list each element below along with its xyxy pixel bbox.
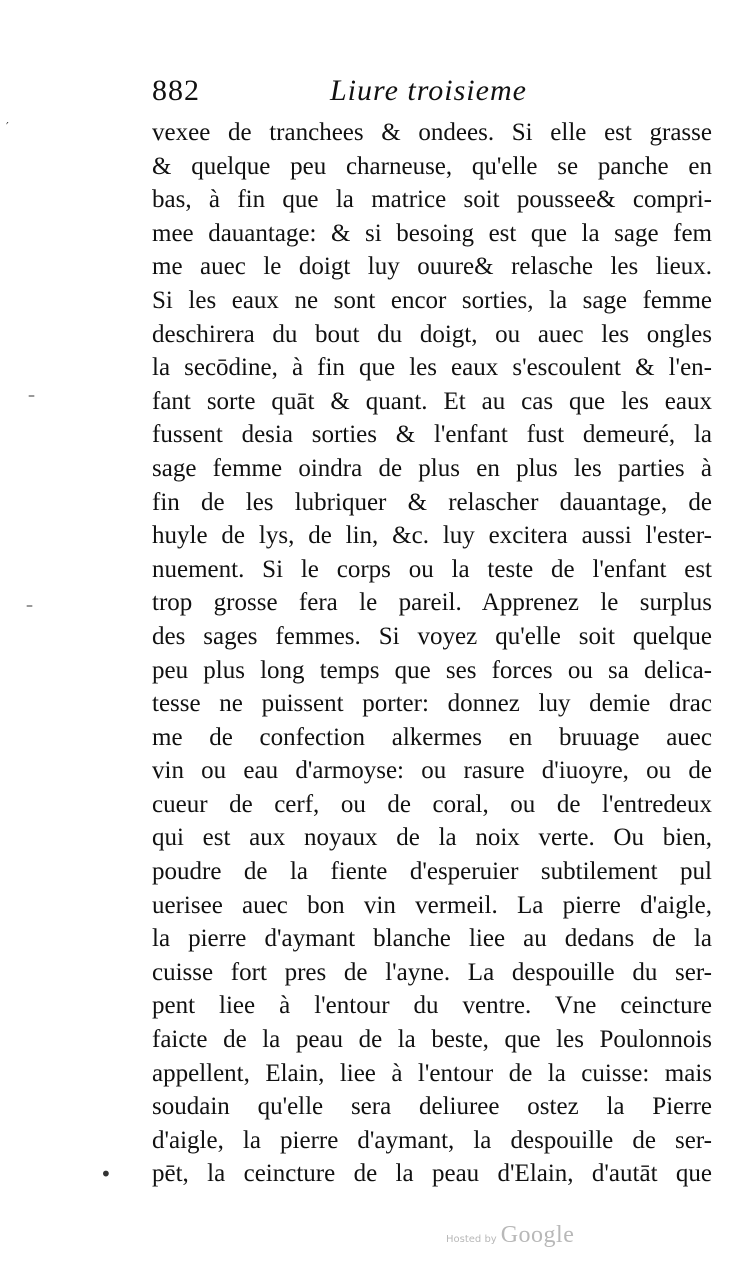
text-line: pent liee à l'entour du ventre. Vne ceincture <box>152 992 712 1020</box>
text-line: la pierre d'aymant blanche liee au dedans de la <box>152 925 712 953</box>
text-line: des sages femmes. Si voyez qu'elle soit quelque <box>152 622 712 650</box>
text-line: pēt, la ceincture de la peau d'Elain, d'autāt que <box>152 1160 712 1188</box>
margin-speck: ′ <box>6 120 9 134</box>
body-text <box>152 116 712 1191</box>
margin-dot: • <box>100 1162 112 1186</box>
text-line: vexee de tranchees & ondees. Si elle est grasse <box>152 119 712 146</box>
text-line: la secōdine, à fin que les eaux s'escoulent & l'en- <box>152 354 712 382</box>
text-line: qui est aux noyaux de la noix verte. Ou bien, <box>152 824 712 852</box>
page-number: 882 <box>152 74 200 107</box>
text-line: mee dauantage: & si besoing est que la sage fem <box>152 219 712 247</box>
text-line: sage femme oindra de plus en plus les parties à <box>152 454 712 482</box>
google-watermark <box>446 1222 574 1252</box>
text-line: poudre de la fiente d'esperuier subtilement pul <box>152 858 712 886</box>
text-line: d'aigle, la pierre d'aymant, la despouille de ser- <box>152 1126 712 1154</box>
text-line: cuisse fort pres de l'ayne. La despouille du ser- <box>152 958 712 986</box>
text-line: appellent, Elain, liee à l'entour de la cuisse: mais <box>152 1059 712 1087</box>
text-line: bas, à fin que la matrice soit poussee& compri- <box>152 186 712 214</box>
margin-speck: – <box>28 388 35 404</box>
text-line: tesse ne puissent porter: donnez luy demie drac <box>152 690 712 718</box>
text-line: vin ou eau d'armoyse: ou rasure d'iuoyre, ou de <box>152 757 712 785</box>
text-line: me auec le doigt luy ouure& relasche les lieux. <box>152 253 712 281</box>
text-line: soudain qu'elle sera deliuree ostez la Pierre <box>152 1093 712 1121</box>
text-line: me de confection alkermes en bruuage auec <box>152 723 712 751</box>
text-line: Si les eaux ne sont encor sorties, la sage femme <box>152 286 712 314</box>
margin-speck: – <box>26 598 33 614</box>
text-line: trop grosse fera le pareil. Apprenez le surplus <box>152 589 712 617</box>
text-line: faicte de la peau de la beste, que les Poulonnois <box>152 1026 712 1054</box>
text-line: fin de les lubriquer & relascher dauantage, de <box>152 488 712 516</box>
text-line: peu plus long temps que ses forces ou sa delica- <box>152 656 712 684</box>
text-line: fussent desia sorties & l'enfant fust demeuré, la <box>152 421 712 449</box>
text-line: fant sorte quāt & quant. Et au cas que les eaux <box>152 387 712 415</box>
google-logo: Google <box>500 1222 575 1248</box>
text-line: deschirera du bout du doigt, ou auec les ongles <box>152 320 712 348</box>
text-line: nuement. Si le corps ou la teste de l'enfant est <box>152 555 712 583</box>
running-title: Liure troisieme <box>330 74 527 107</box>
watermark-prefix: Hosted by <box>446 1234 497 1245</box>
text-line: uerisee auec bon vin vermeil. La pierre d'aigle, <box>152 891 712 919</box>
text-line: huyle de lys, de lin, &c. luy excitera aussi l'ester- <box>152 522 712 550</box>
text-line: cueur de cerf, ou de coral, ou de l'entredeux <box>152 790 712 818</box>
page-header <box>152 74 572 114</box>
text-line: & quelque peu charneuse, qu'elle se panche en <box>152 152 712 180</box>
